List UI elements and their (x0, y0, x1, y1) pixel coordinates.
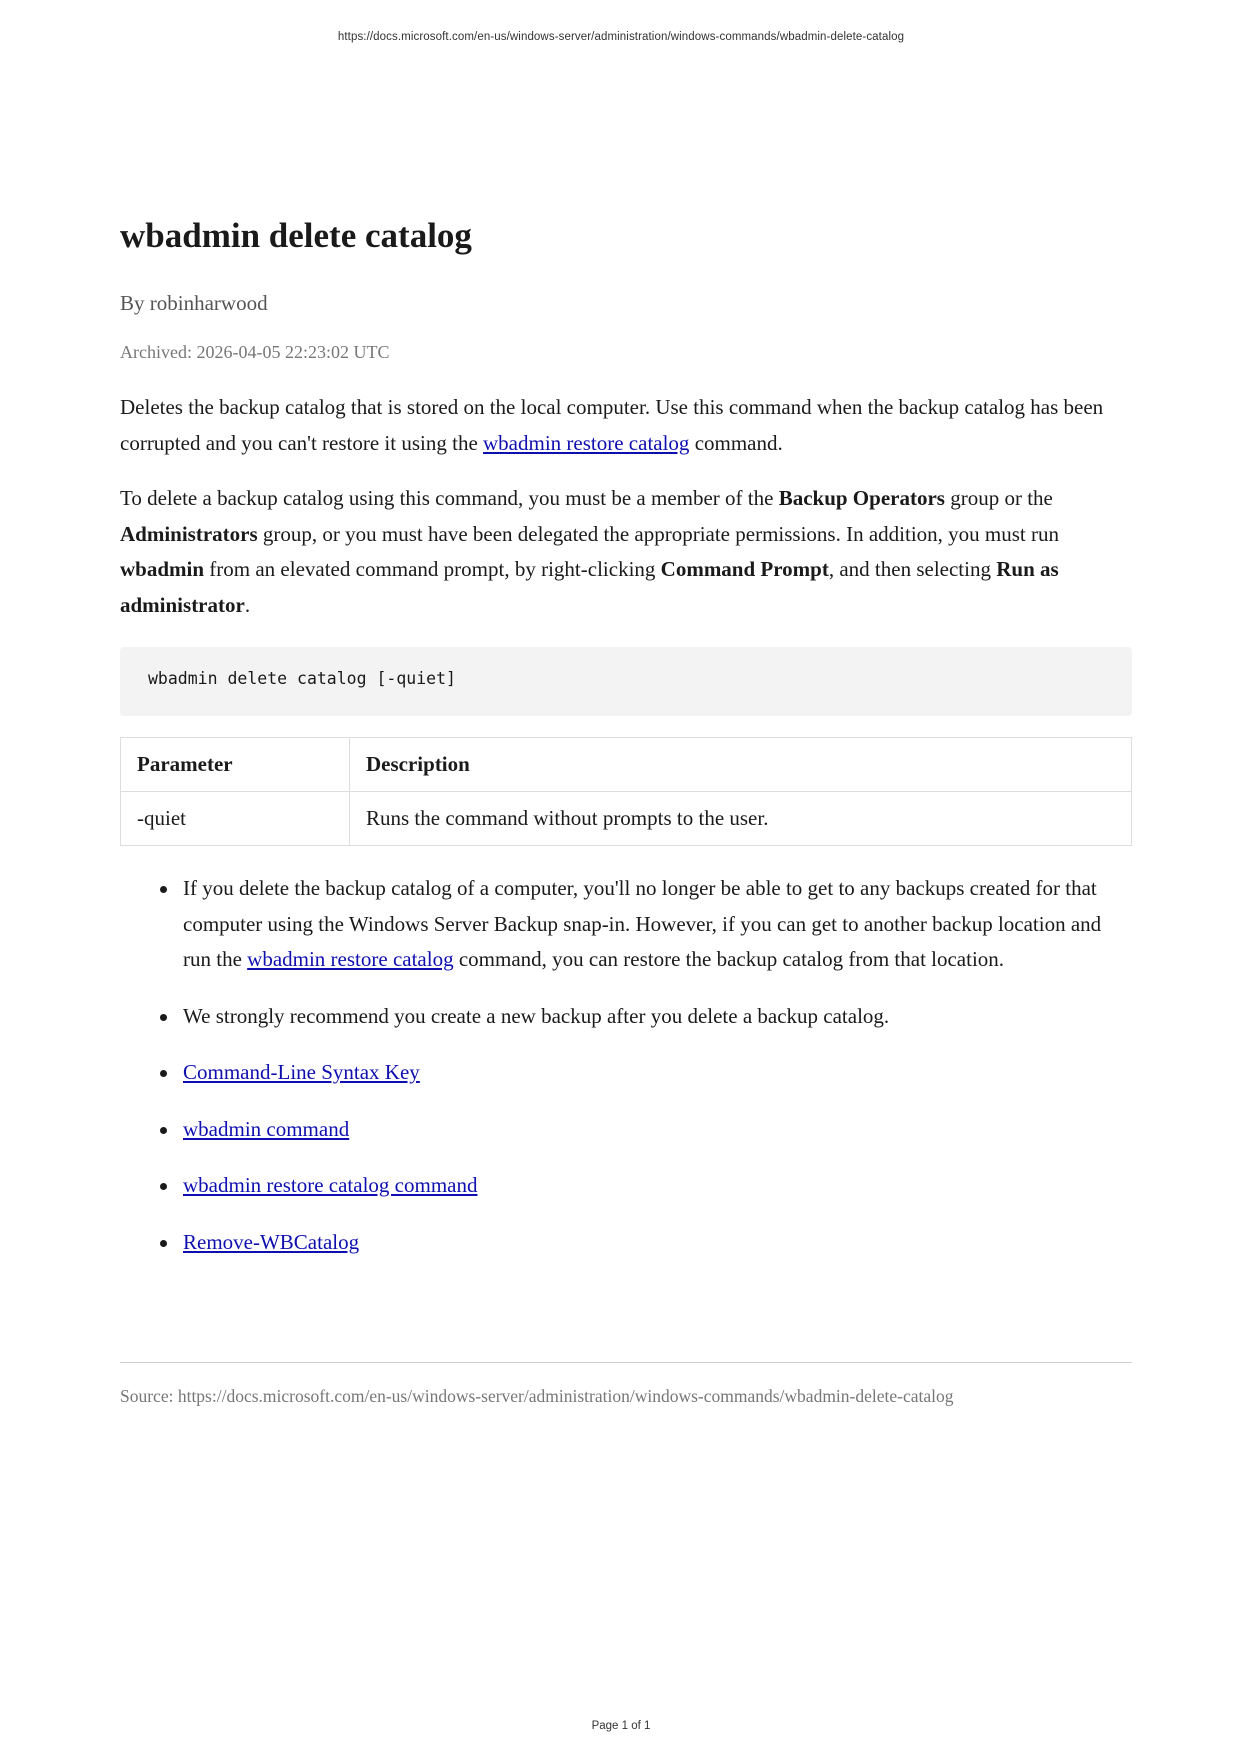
backup-operators-term: Backup Operators (778, 486, 945, 510)
intro-paragraph (120, 390, 1132, 461)
permissions-text: To delete a backup catalog using this command, you must be a member of the (120, 486, 779, 510)
restore-catalog-command-link[interactable]: wbadmin restore catalog command (183, 1173, 478, 1197)
table-row (121, 792, 1132, 846)
divider (120, 1362, 1132, 1363)
wbadmin-term: wbadmin (120, 557, 205, 581)
restore-catalog-link[interactable]: wbadmin restore catalog (483, 430, 690, 455)
table-header-row (121, 738, 1132, 792)
table-header-parameter: Parameter (121, 738, 350, 792)
permissions-text: . (244, 592, 251, 617)
syntax-code-block: wbadmin delete catalog [-quiet] (120, 647, 1132, 716)
bullet-icon (160, 1183, 167, 1190)
list-item (183, 999, 1132, 1035)
permissions-paragraph (120, 481, 1132, 623)
list-item (183, 1112, 1132, 1148)
intro-text-end: command. (689, 430, 783, 455)
table-header-description: Description (350, 738, 1132, 792)
bullet-icon (160, 1127, 167, 1134)
permissions-text: group, or you must have been delegated the appropriate permissions. In addition, you must run (257, 521, 1059, 546)
permissions-text: , and then selecting (828, 557, 997, 581)
restore-catalog-link[interactable]: wbadmin restore catalog (247, 947, 454, 971)
list-item (183, 1168, 1132, 1204)
command-prompt-term: Command Prompt (660, 557, 829, 581)
bullet-icon (160, 1014, 167, 1021)
page-title: wbadmin delete catalog (120, 216, 472, 255)
permissions-text: from an elevated command prompt, by right-clicking (204, 557, 661, 581)
list-item (183, 1055, 1132, 1091)
syntax-key-link[interactable]: Command-Line Syntax Key (183, 1060, 420, 1084)
archived-timestamp: Archived: 2026-04-05 22:23:02 UTC (120, 342, 390, 362)
intro-text: Deletes the backup catalog that is stored on the local computer. Use this command when the backup catalog has been corrupted and you can't restore it using the (120, 395, 1104, 455)
bullet-icon (160, 886, 167, 893)
note-text: We strongly recommend you create a new backup after you delete a backup catalog. (183, 1003, 890, 1028)
wbadmin-command-link[interactable]: wbadmin command (183, 1116, 350, 1141)
administrators-term: Administrators (120, 521, 258, 546)
notes-list (120, 871, 1132, 1281)
list-item (183, 871, 1132, 978)
parameters-table (120, 737, 1132, 846)
remove-wbcatalog-link[interactable]: Remove-WBCatalog (183, 1229, 360, 1254)
author-byline: By robinharwood (120, 291, 268, 315)
note-text-end: command, you can restore the backup catalog from that location. (453, 947, 1005, 971)
bullet-icon (160, 1070, 167, 1077)
run-as-admin-term: Run as administrator (120, 557, 1059, 617)
table-cell-parameter: -quiet (121, 792, 350, 846)
note-text: If you delete the backup catalog of a computer, you'll no longer be able to get to any backups created for that computer using the Windows Server Backup snap-in. However, if you can get to another backup location and run the (183, 876, 1102, 971)
page-number: Page 1 of 1 (591, 1720, 651, 1732)
page-header-url: https://docs.microsoft.com/en-us/windows-server/administration/windows-commands/wbadmin-delete-catalog (337, 31, 905, 43)
permissions-text: group or the (944, 486, 1053, 510)
bullet-icon (160, 1240, 167, 1247)
source-url: Source: https://docs.microsoft.com/en-us/windows-server/administration/windows-commands/wbadmin-delete-catalog (120, 1386, 954, 1406)
table-cell-description: Runs the command without prompts to the user. (350, 792, 1132, 846)
list-item (183, 1225, 1132, 1261)
